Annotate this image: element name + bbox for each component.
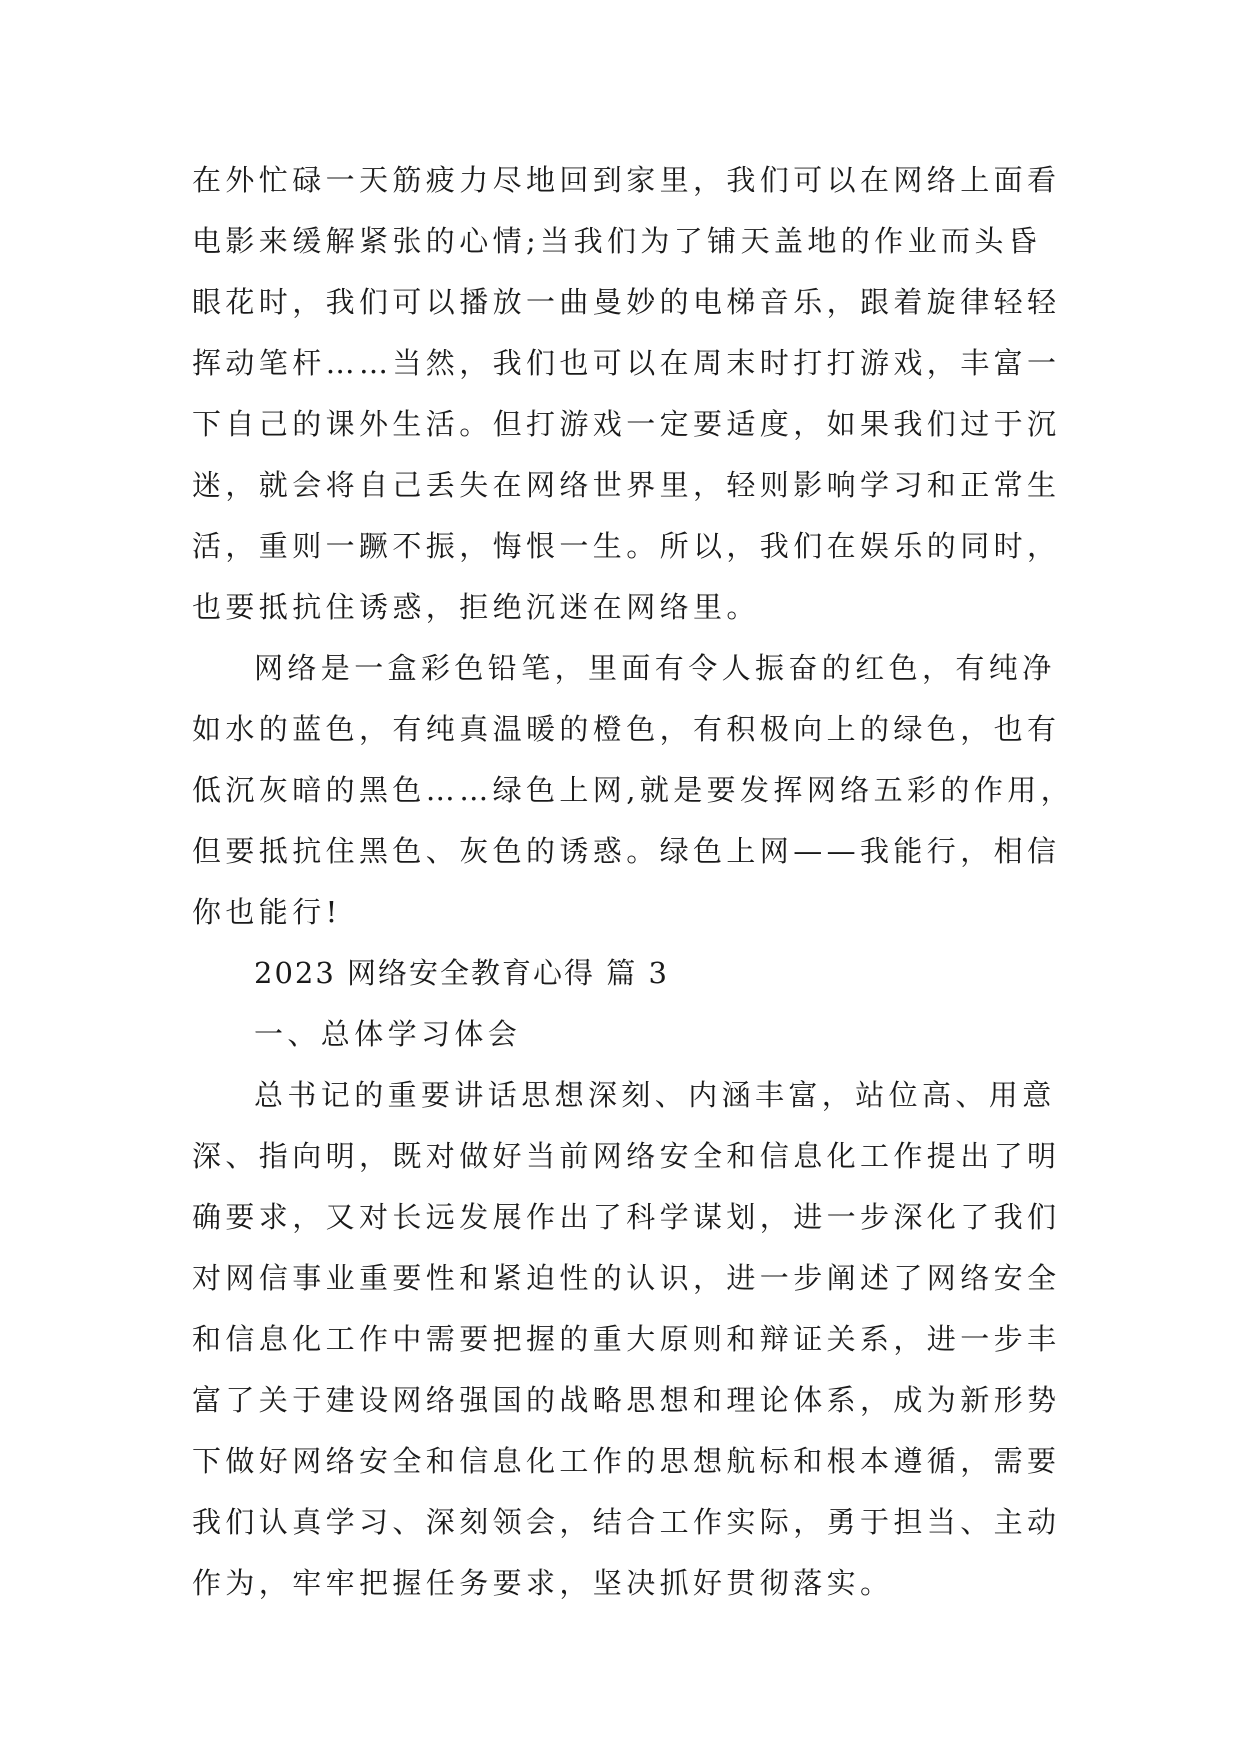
text-line: 总书记的重要讲话思想深刻、内涵丰富，站位高、用意 [254,1078,1056,1112]
text-line: 下做好网络安全和信息化工作的思想航标和根本遵循，需要 [192,1444,1061,1478]
text-line: 活，重则一蹶不振，悔恨一生。所以，我们在娱乐的同时， [192,529,1061,563]
text-line: 我们认真学习、深刻领会，结合工作实际，勇于担当、主动 [192,1505,1061,1539]
text-line: 你也能行! [192,895,342,929]
text-line: 但要抵抗住黑色、灰色的诱惑。绿色上网——我能行，相信 [192,834,1061,868]
text-line: 下自己的课外生活。但打游戏一定要适度，如果我们过于沉 [192,407,1061,441]
section-heading: 2023 网络安全教育心得 篇 3 [254,956,669,990]
text-line: 深、指向明，既对做好当前网络安全和信息化工作提出了明 [192,1139,1061,1173]
paragraph [192,1065,1061,1614]
document-page [192,150,1075,1614]
text-line: 网络是一盒彩色铅笔，里面有令人振奋的红色，有纯净 [254,651,1056,685]
text-line: 确要求，又对长远发展作出了科学谋划，进一步深化了我们 [192,1200,1061,1234]
text-line: 对网信事业重要性和紧迫性的认识，进一步阐述了网络安全 [192,1261,1061,1295]
text-line: 富了关于建设网络强国的战略思想和理论体系，成为新形势 [192,1383,1061,1417]
paragraph [192,638,1075,943]
paragraph [192,150,1061,638]
text-line: 挥动笔杆……当然，我们也可以在周末时打打游戏，丰富一 [192,346,1061,380]
text-line: 也要抵抗住诱惑，拒绝沉迷在网络里。 [192,590,760,624]
text-line: 电影来缓解紧张的心情;当我们为了铺天盖地的作业而头昏 [192,224,1042,258]
sub-heading: 一、总体学习体会 [254,1017,522,1051]
text-line: 低沉灰暗的黑色……绿色上网,就是要发挥网络五彩的作用， [192,773,1075,807]
text-line: 作为，牢牢把握任务要求，坚决抓好贯彻落实。 [192,1566,894,1600]
text-line: 在外忙碌一天筋疲力尽地回到家里，我们可以在网络上面看 [192,163,1061,197]
text-line: 迷，就会将自己丢失在网络世界里，轻则影响学习和正常生 [192,468,1061,502]
text-line: 眼花时，我们可以播放一曲曼妙的电梯音乐，跟着旋律轻轻 [192,285,1061,319]
text-line: 如水的蓝色，有纯真温暖的橙色，有积极向上的绿色，也有 [192,712,1061,746]
text-line: 和信息化工作中需要把握的重大原则和辩证关系，进一步丰 [192,1322,1061,1356]
